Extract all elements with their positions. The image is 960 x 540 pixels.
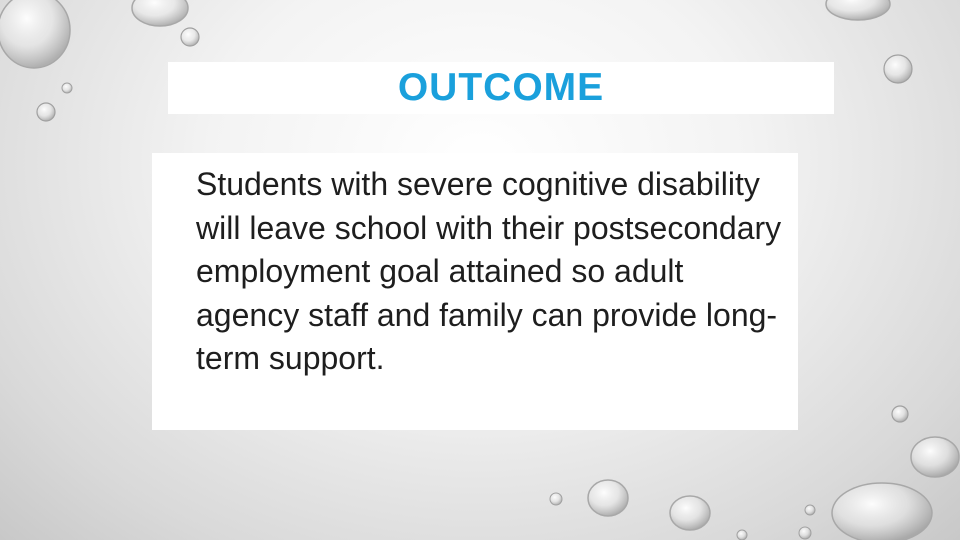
slide-body-text: Students with severe cognitive disability will leave school with their postsecondary employment goal attained so adult agency staff and family can provide long-term support. bbox=[196, 166, 782, 376]
slide-title: OUTCOME bbox=[397, 66, 605, 109]
